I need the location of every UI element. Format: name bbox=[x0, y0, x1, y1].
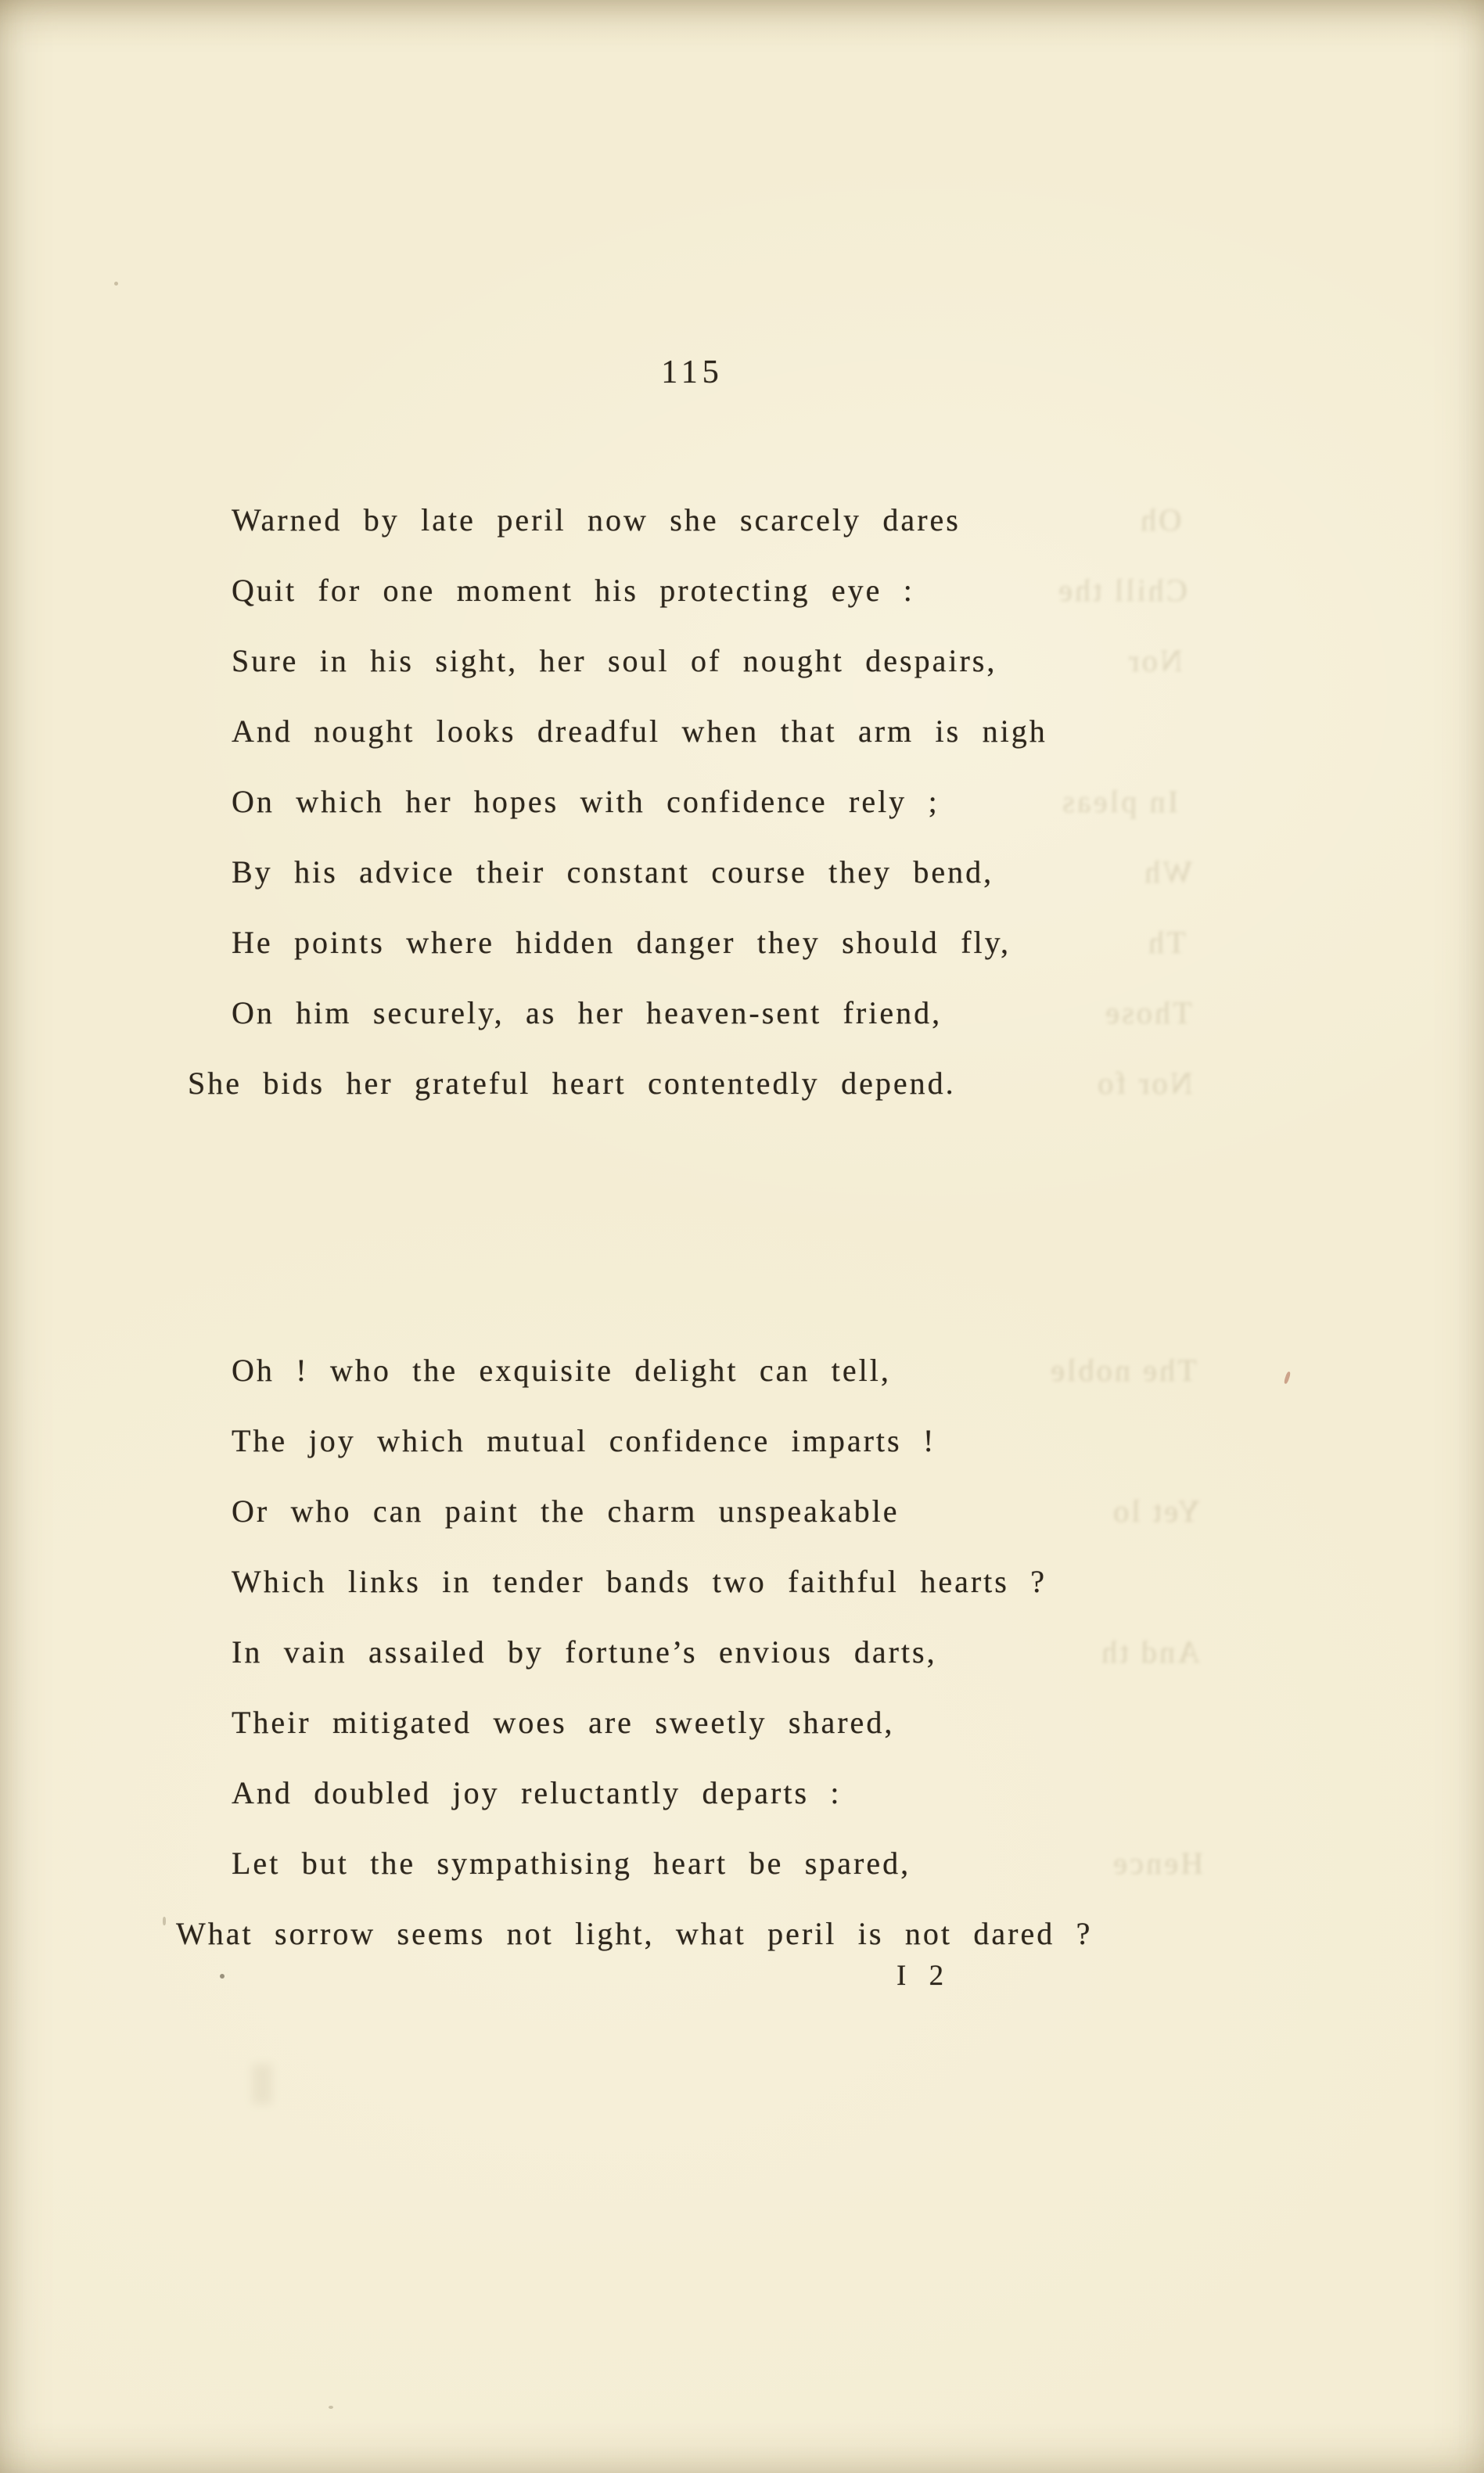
poem-line: Oh ! who the exquisite delight can tell, bbox=[232, 1353, 891, 1388]
paper-speck bbox=[163, 1917, 166, 1925]
poem-line: Or who can paint the charm unspeakable bbox=[232, 1494, 900, 1529]
poem-line: In vain assailed by fortune’s envious darts, bbox=[232, 1634, 937, 1670]
show-through-text: Wh bbox=[1142, 854, 1193, 890]
poem-line: On which her hopes with confidence rely ; bbox=[232, 784, 940, 819]
show-through-text: The noble bbox=[1048, 1353, 1197, 1388]
poem-line: By his advice their constant course they bend, bbox=[232, 854, 994, 890]
poem-line: Warned by late peril now she scarcely dares bbox=[232, 502, 961, 537]
page-number: 115 bbox=[661, 354, 724, 390]
poem-line: What sorrow seems not light, what peril is not dared ? bbox=[176, 1916, 1093, 1951]
poem-line: Their mitigated woes are sweetly shared, bbox=[232, 1705, 895, 1740]
poem-line: And nought looks dreadful when that arm is nigh bbox=[232, 714, 1047, 749]
poem-line: On him securely, as her heaven-sent friend, bbox=[232, 995, 943, 1030]
show-through-text: Th bbox=[1146, 925, 1186, 960]
paper-smudge bbox=[252, 2064, 272, 2105]
poem-line: Let but the sympathising heart be spared, bbox=[232, 1846, 911, 1881]
poem-line: Quit for one moment his protecting eye : bbox=[232, 573, 914, 608]
show-through-text: Nor fo bbox=[1095, 1066, 1193, 1101]
show-through-text: Those bbox=[1103, 995, 1192, 1030]
show-through-text: Nor bbox=[1126, 643, 1183, 678]
poem-line: He points where hidden danger they should fly, bbox=[232, 925, 1011, 960]
paper-speck bbox=[114, 282, 118, 286]
paper-speck bbox=[329, 2406, 333, 2409]
poem-line: Sure in his sight, her soul of nought despairs, bbox=[232, 643, 997, 678]
poem-line: And doubled joy reluctantly departs : bbox=[232, 1775, 842, 1810]
show-through-text: And th bbox=[1099, 1634, 1201, 1670]
poem-line: She bids her grateful heart contentedly depend. bbox=[188, 1066, 956, 1101]
poem-line: The joy which mutual confidence imparts ! bbox=[232, 1423, 936, 1458]
paper-speck bbox=[1284, 1371, 1292, 1385]
show-through-text: Chill the bbox=[1056, 573, 1188, 608]
show-through-text: Hence bbox=[1111, 1846, 1204, 1881]
show-through-text: Yet lo bbox=[1111, 1494, 1201, 1529]
signature-mark: I 2 bbox=[897, 1960, 952, 1992]
poem-line: Which links in tender bands two faithful hearts ? bbox=[232, 1564, 1047, 1599]
paper-speck bbox=[220, 1974, 225, 1979]
stanza-1 bbox=[188, 485, 1047, 1119]
show-through-text: Oh bbox=[1138, 502, 1182, 537]
stanza-2 bbox=[176, 1335, 1093, 1969]
show-through-text: In pleas bbox=[1060, 784, 1179, 819]
